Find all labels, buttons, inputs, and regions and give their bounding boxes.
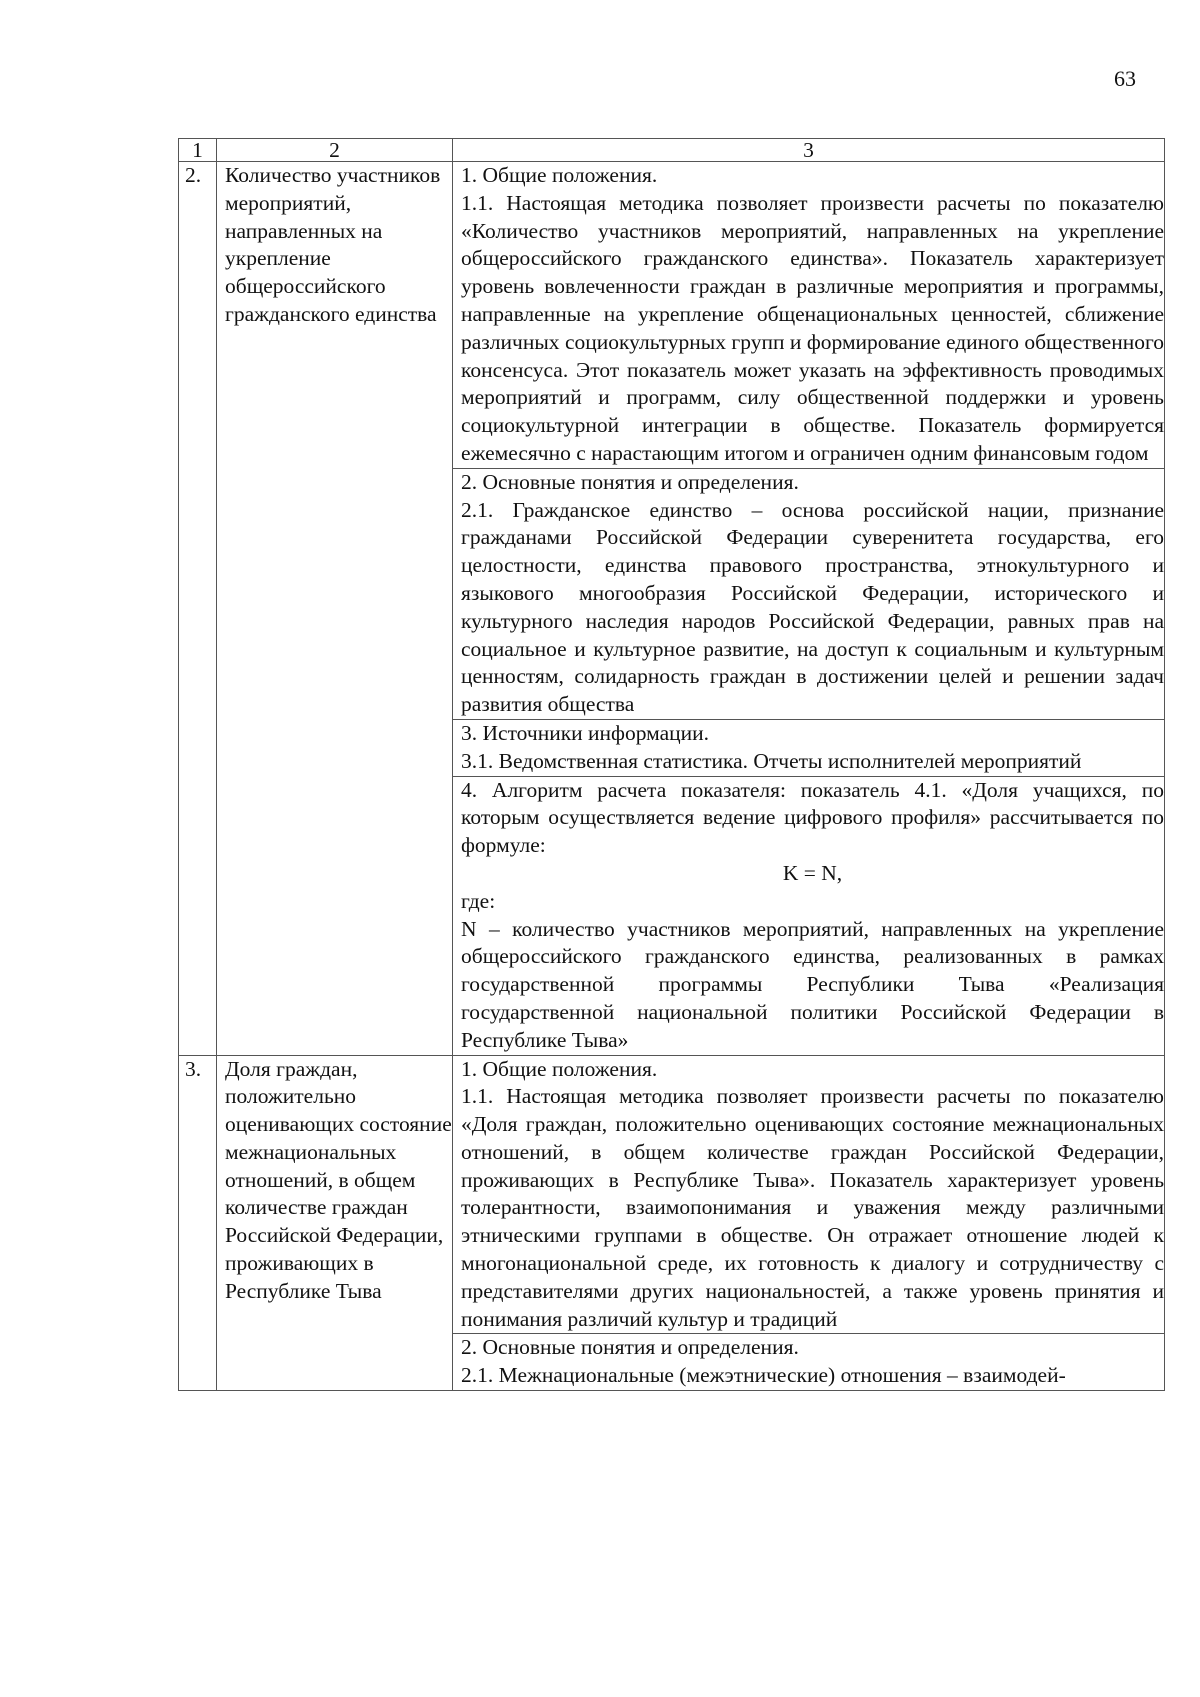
section-text: 2.1. Гражданское единство – основа российской нации, признание гражданами Российской Федерации суверенитета государства, его целостности, единства правового пространства, этнокультурного и языкового многообразия Российской Федерации, исторического и культурного наследия народов Российской Федерации, равных прав на социальное и культурное развитие, на доступ к социальным и культурным ценностям, солидарность граждан в достижении целей и решении задач развития общества <box>461 497 1164 717</box>
section-definitions <box>453 468 1165 719</box>
row-number: 3. <box>179 1055 217 1391</box>
methodology-table <box>178 138 1165 1391</box>
section-heading: 1. Общие положения. <box>461 163 658 187</box>
section-heading: 1. Общие положения. <box>461 1056 658 1081</box>
section-sources <box>453 719 1165 776</box>
section-algorithm <box>453 776 1165 1055</box>
indicator-name: Количество участников мероприятий, направленных на укрепление общероссийского гражданского единства <box>217 162 453 1056</box>
section-general-provisions <box>453 162 1165 469</box>
section-text: 2.1. Межнациональные (межэтнические) отношения – взаимодей- <box>461 1363 1066 1388</box>
section-text: 1.1. Настоящая методика позволяет произвести расчеты по показателю «Количество участников мероприятий, направленных на укрепление общероссийского гражданского единства». Показатель характеризует уровень вовлеченности граждан в различные мероприятия и программы, направленные на укрепление общенациональных ценностей, сближение различных социокультурных групп и формирование единого общественного консенсуса. Этот показатель может указать на эффективность проводимых мероприятий и программ, силу общественной поддержки и уровень социокультурной интеграции в обществе. Показатель формируется ежемесячно с нарастающим итогом и ограничен одним финансовым годом <box>461 190 1164 465</box>
formula-definition: N – количество участников мероприятий, направленных на укрепление общероссийского гражданского единства, реализованных в рамках государственной программы Республики Тыва «Реализация государственной национальной политики Российской Федерации в Республике Тыва» <box>461 916 1164 1052</box>
section-heading: 2. Основные понятия и определения. <box>461 469 799 494</box>
section-general-provisions <box>453 1055 1165 1334</box>
column-header-3: 3 <box>453 139 1165 162</box>
table-header-row <box>179 139 1165 162</box>
algorithm-intro: 4. Алгоритм расчета показателя: показатель 4.1. «Доля учащихся, по которым осуществляется ведение цифрового профиля» рассчитывается по формуле: <box>461 777 1164 858</box>
section-text: 1.1. Настоящая методика позволяет произвести расчеты по показателю «Доля граждан, положительно оценивающих состояние межнациональных отношений, в общем количестве граждан Российской Федерации, проживающих в Республике Тыва». Показатель характеризует уровень толерантности, взаимопонимания и уважения между различными этническими группами в обществе. Он отражает отношение людей к многонациональной среде, их готовность к диалогу и сотрудничеству с представителями других национальностей, а также уровень принятия и понимания различий культур и традиций <box>461 1084 1164 1331</box>
column-header-2: 2 <box>217 139 453 162</box>
formula: K = N, <box>782 860 843 885</box>
formula-where: где: <box>461 888 496 913</box>
section-heading: 2. Основные понятия и определения. <box>461 1335 799 1360</box>
section-definitions <box>453 1334 1165 1391</box>
table-row <box>179 162 1165 469</box>
section-text: 3.1. Ведомственная статистика. Отчеты исполнителей мероприятий <box>461 748 1082 773</box>
page-number: 63 <box>1114 66 1136 91</box>
table-row <box>179 1055 1165 1334</box>
section-heading: 3. Источники информации. <box>461 720 710 745</box>
row-number: 2. <box>179 162 217 1056</box>
indicator-name: Доля граждан, положительно оценивающих состояние межнациональных отношений, в общем количестве граждан Российской Федерации, проживающих в Республике Тыва <box>217 1055 453 1391</box>
column-header-1: 1 <box>179 139 217 162</box>
